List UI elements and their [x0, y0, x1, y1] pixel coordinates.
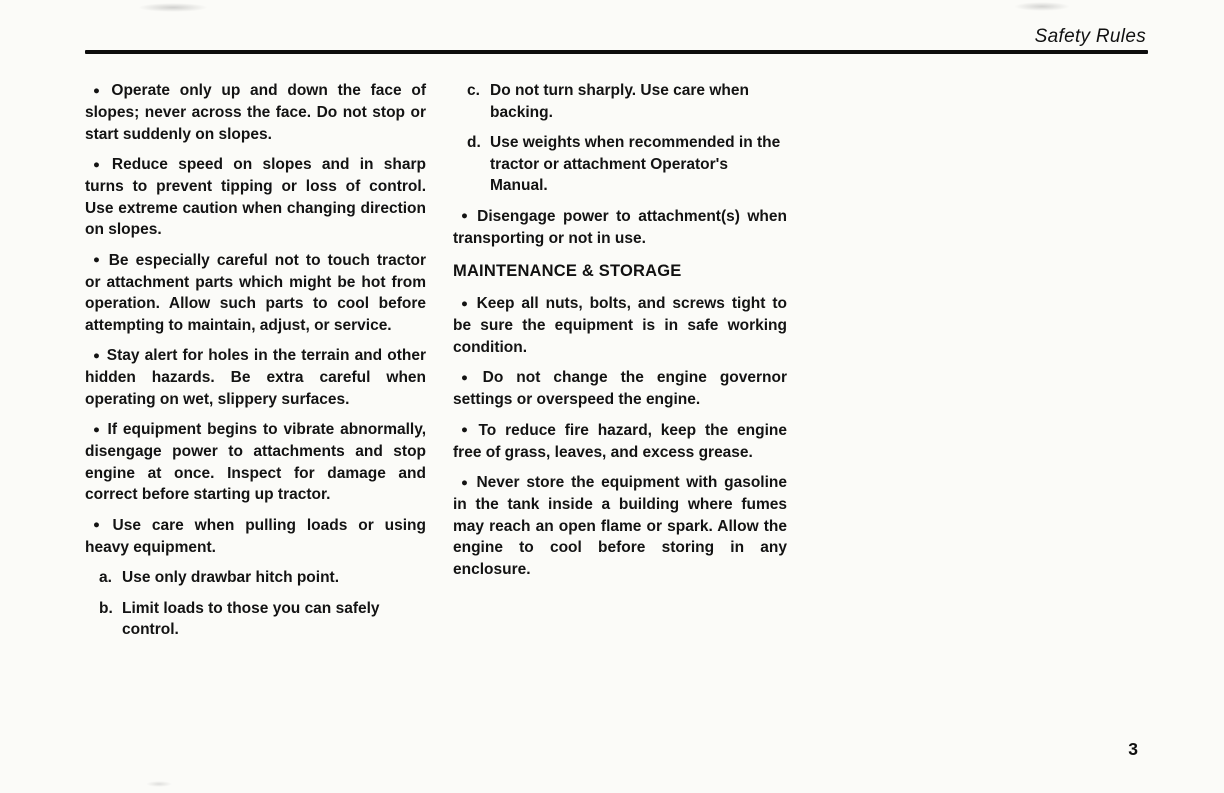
bullet-item-text: Disengage power to attachment(s) when transporting or not in use.	[453, 207, 787, 247]
bullet-icon: ●	[461, 210, 472, 222]
header-rule	[85, 50, 1148, 54]
bullet-icon: ●	[93, 158, 106, 171]
bullet-item	[453, 206, 787, 250]
left-column	[85, 80, 426, 650]
scan-artifact	[1014, 2, 1070, 11]
bullet-icon: ●	[93, 84, 106, 97]
lettered-item-label: d.	[467, 134, 481, 151]
lettered-item	[453, 80, 787, 123]
bullet-icon: ●	[93, 254, 103, 266]
lettered-item	[85, 567, 426, 589]
bullet-icon: ●	[93, 519, 107, 531]
bullet-icon: ●	[93, 423, 102, 436]
bullet-item-text: Use care when pulling loads or using heavy equipment.	[85, 516, 426, 556]
bullet-item-text: Do not change the engine governor settings or overspeed the engine.	[453, 369, 787, 408]
lettered-item-text: Do not turn sharply. Use care when backing.	[490, 82, 749, 121]
bullet-item-text: Be especially careful not to touch tractor or attachment parts which might be hot from operation. Allow such parts to cool before attempting to maintain, adjust, or service.	[85, 251, 426, 334]
scan-artifact	[146, 781, 172, 787]
bullet-item	[85, 250, 426, 337]
bullet-icon: ●	[461, 424, 473, 436]
lettered-item-text: Use only drawbar hitch point.	[122, 569, 340, 586]
bullet-item	[85, 419, 426, 506]
bullet-item-text: Stay alert for holes in the terrain and other hidden hazards. Be extra careful when operating on wet, slippery surfaces.	[85, 347, 426, 408]
bullet-item	[85, 345, 426, 410]
bullet-item	[453, 472, 787, 580]
right-column	[453, 80, 787, 589]
lettered-item-text: Use weights when recommended in the tractor or attachment Operator's Manual.	[490, 134, 781, 194]
bullet-item-text: If equipment begins to vibrate abnormally, disengage power to attachments and stop engine at once. Inspect for damage and correct before starting up tractor.	[85, 421, 427, 503]
bullet-item-text: To reduce fire hazard, keep the engine free of grass, leaves, and excess grease.	[453, 421, 788, 461]
bullet-icon: ●	[461, 297, 471, 310]
lettered-item	[85, 598, 426, 641]
lettered-item-label: c.	[467, 82, 480, 99]
lettered-item-text: Limit loads to those you can safely control.	[122, 599, 380, 638]
bullet-item	[85, 154, 426, 241]
page-number: 3	[1128, 739, 1138, 759]
bullet-item-text: Operate only up and down the face of slopes; never across the face. Do not stop or start suddenly on slopes.	[85, 82, 426, 143]
lettered-item-label: b.	[99, 599, 113, 617]
bullet-item	[453, 367, 787, 411]
bullet-item-text: Never store the equipment with gasoline in the tank inside a building where fumes may reach an open flame or spark. Allow the engine to cool before storing in any enclosure.	[453, 474, 787, 578]
bullet-item	[85, 80, 426, 145]
lettered-item	[453, 132, 787, 197]
scan-artifact	[138, 3, 208, 12]
page-title: Safety Rules	[1034, 26, 1146, 47]
lettered-item-label: a.	[99, 569, 112, 586]
bullet-item-text: Reduce speed on slopes and in sharp turns to prevent tipping or loss of control. Use extreme caution when changing direction on slopes.	[85, 156, 426, 238]
bullet-icon: ●	[461, 476, 471, 489]
bullet-icon: ●	[93, 349, 101, 362]
bullet-item	[453, 420, 787, 464]
bullet-item	[85, 515, 426, 559]
bullet-item	[453, 293, 787, 358]
bullet-icon: ●	[461, 371, 477, 384]
section-heading-maintenance-storage: MAINTENANCE & STORAGE	[453, 262, 682, 280]
bullet-item-text: Keep all nuts, bolts, and screws tight to be sure the equipment is in safe working condition.	[453, 295, 787, 356]
